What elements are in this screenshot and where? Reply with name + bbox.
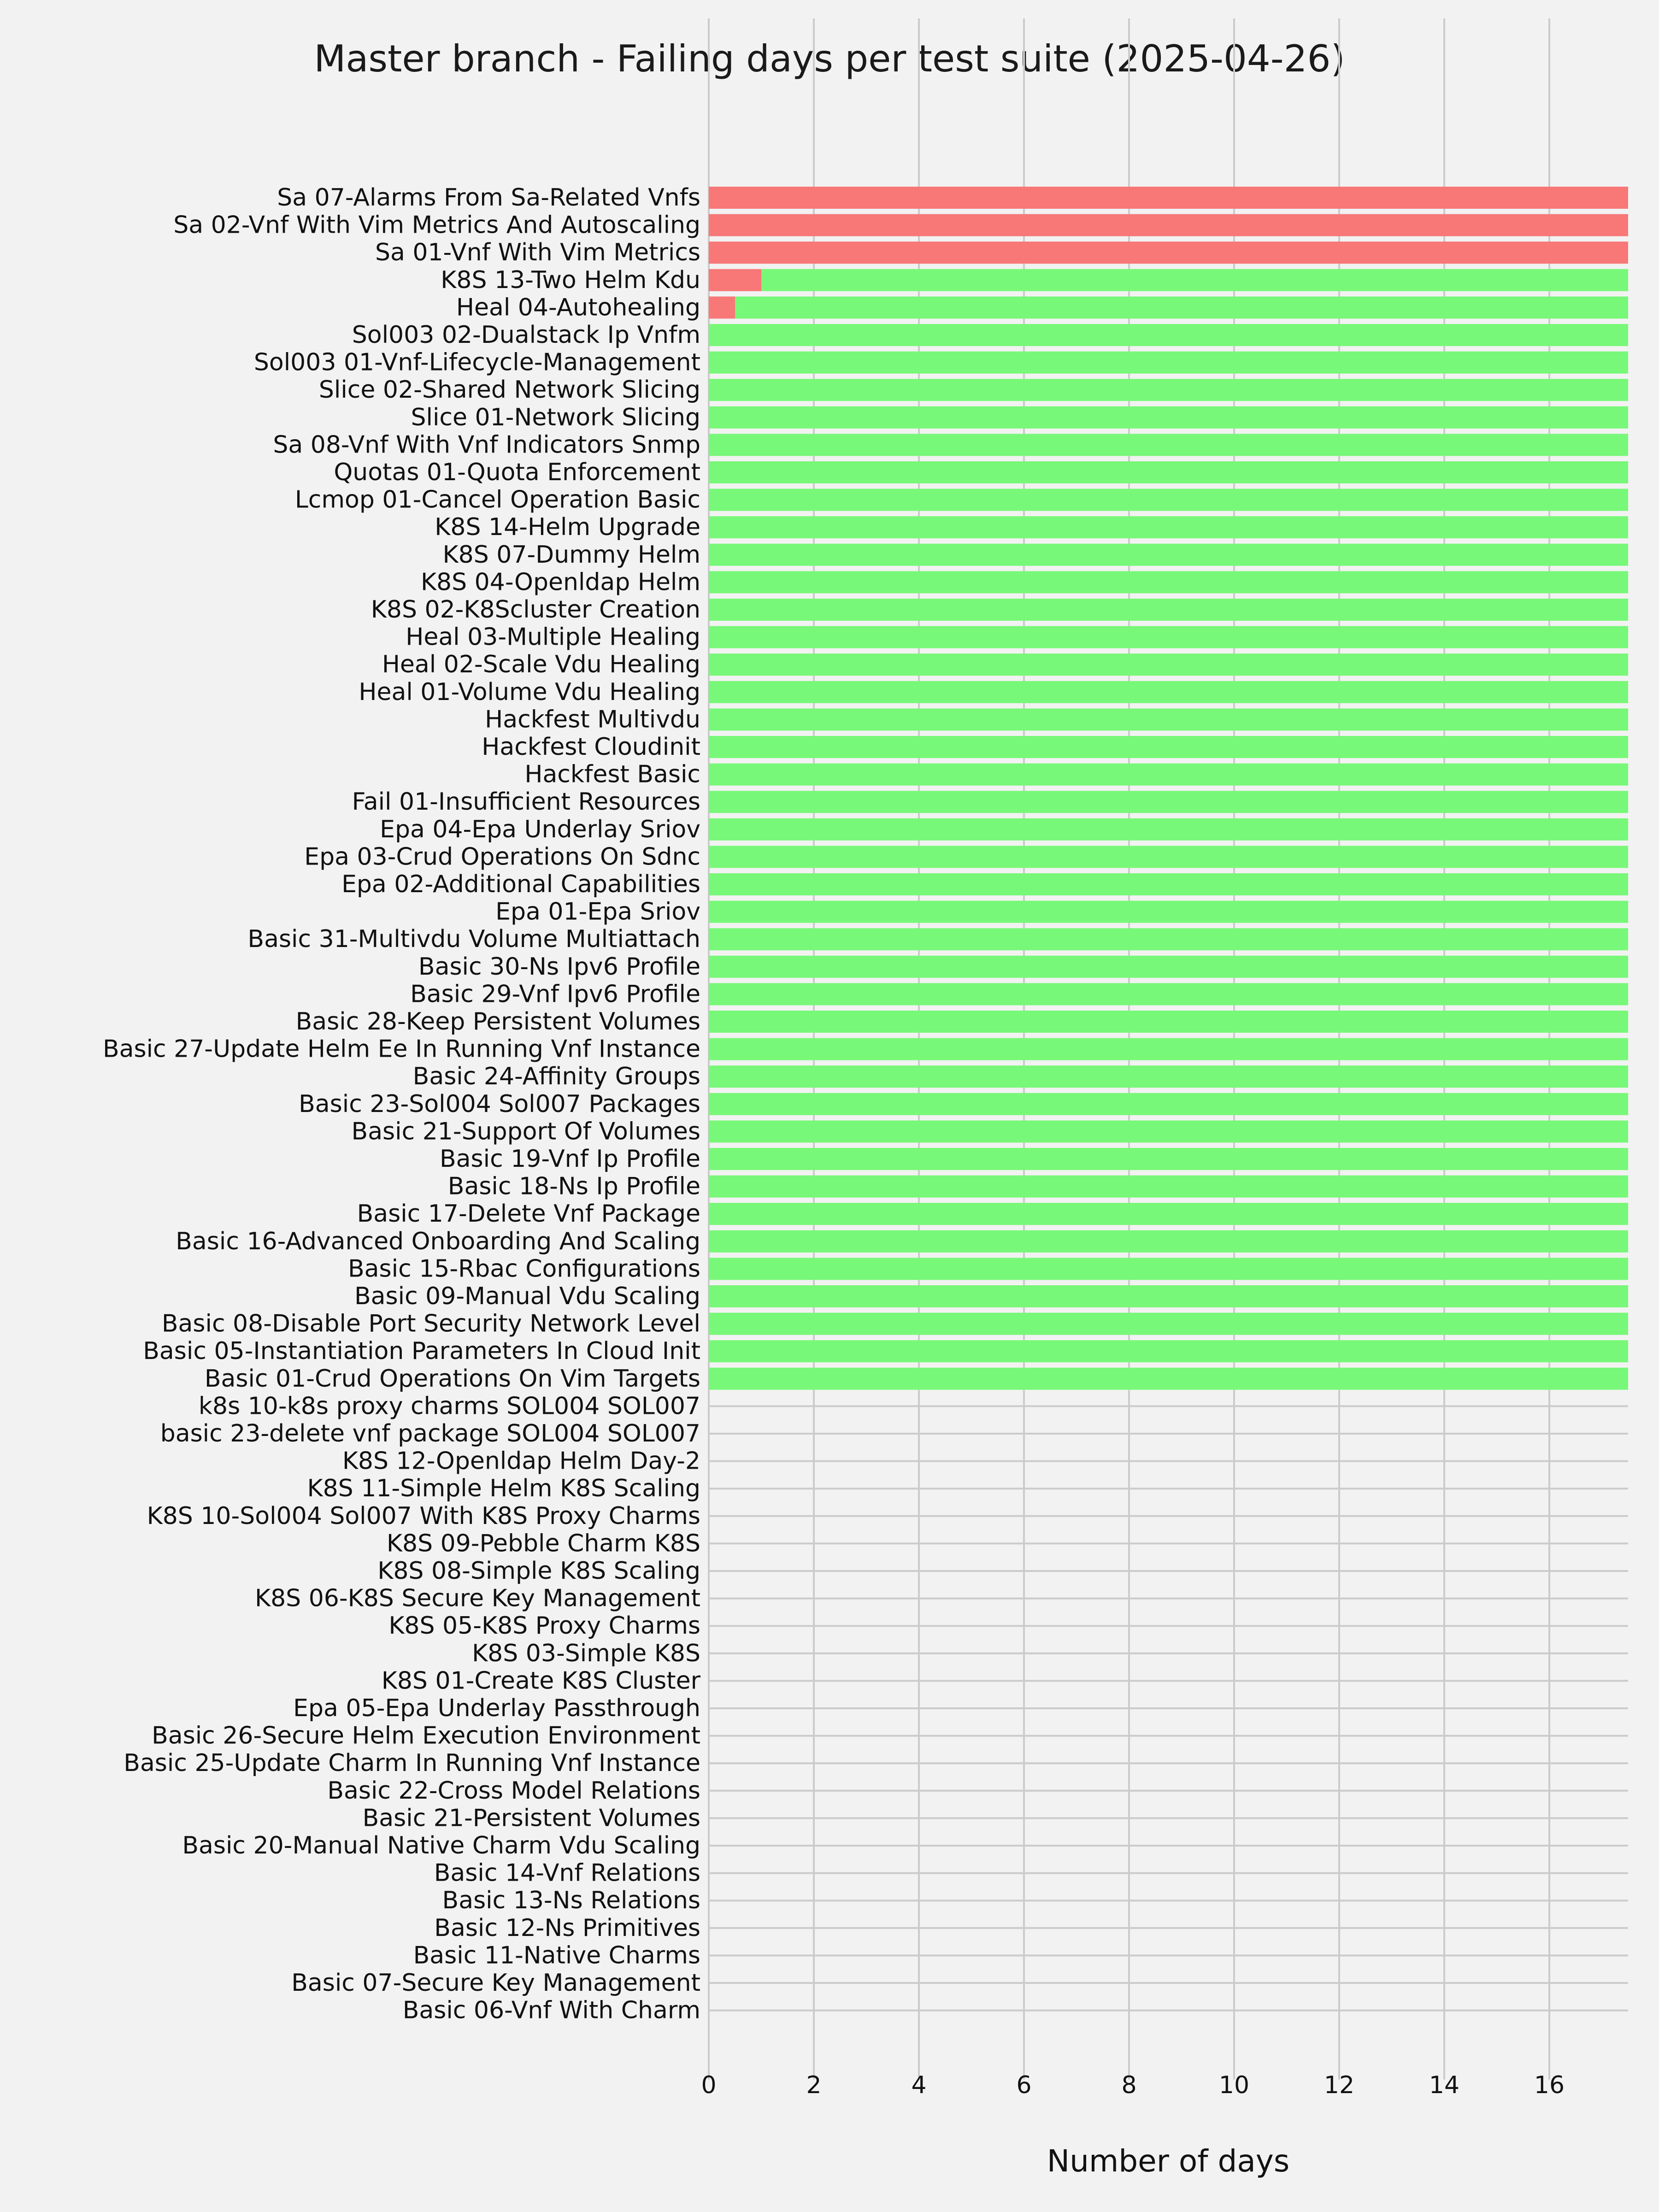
y-tick-label-44: k8s 10-k8s proxy charms SOL004 SOL007 (198, 1392, 700, 1420)
bar-passing-31 (709, 1038, 1628, 1060)
y-tick-label-19: Hackfest Multivdu (485, 706, 700, 734)
bar-passing-7 (709, 379, 1628, 401)
y-tick-label-37: Basic 17-Delete Vnf Package (357, 1200, 700, 1228)
x-tick-label-8: 16 (1534, 2071, 1565, 2099)
bar-passing-39 (709, 1258, 1628, 1280)
y-tick-label-49: K8S 09-Pebble Charm K8S (386, 1530, 700, 1558)
bar-passing-25 (709, 873, 1628, 895)
y-tick-label-34: Basic 21-Support Of Volumes (351, 1118, 700, 1146)
x-tick-label-6: 12 (1324, 2071, 1355, 2099)
y-tick-label-39: Basic 15-Rbac Configurations (348, 1255, 700, 1283)
y-tick-label-41: Basic 08-Disable Port Security Network Level (161, 1310, 700, 1338)
y-tick-label-5: Sol003 02-Dualstack Ip Vnfm (352, 321, 700, 349)
y-tick-label-50: K8S 08-Simple K8S Scaling (377, 1557, 700, 1585)
y-tick-label-8: Slice 01-Network Slicing (411, 403, 700, 431)
bar-passing-24 (709, 846, 1628, 868)
bar-passing-37 (709, 1203, 1628, 1225)
bar-passing-10 (709, 461, 1628, 483)
bar-passing-27 (709, 928, 1628, 950)
bar-passing-6 (709, 352, 1628, 374)
bar-passing-18 (709, 681, 1628, 703)
y-tick-label-7: Slice 02-Shared Network Slicing (318, 376, 700, 404)
y-tick-label-10: Quotas 01-Quota Enforcement (334, 459, 700, 486)
y-tick-label-21: Hackfest Basic (524, 760, 700, 788)
bar-passing-38 (709, 1230, 1628, 1253)
x-tick-label-5: 10 (1218, 2071, 1250, 2099)
bar-passing-32 (709, 1065, 1628, 1088)
y-tick-label-26: Epa 01-Epa Sriov (495, 898, 700, 926)
y-tick-label-40: Basic 09-Manual Vdu Scaling (354, 1282, 700, 1310)
bar-passing-42 (709, 1340, 1628, 1362)
y-tick-label-22: Fail 01-Insufficient Resources (352, 788, 700, 816)
y-tick-label-54: K8S 01-Create K8S Cluster (381, 1667, 700, 1695)
bar-passing-30 (709, 1011, 1628, 1033)
bar-passing-3 (761, 269, 1628, 291)
y-tick-label-58: Basic 22-Cross Model Relations (327, 1777, 700, 1805)
bar-passing-43 (709, 1368, 1628, 1390)
y-tick-label-20: Hackfest Cloudinit (482, 733, 700, 761)
bar-passing-19 (709, 708, 1628, 730)
bar-passing-35 (709, 1148, 1628, 1170)
bar-passing-33 (709, 1093, 1628, 1115)
y-tick-label-29: Basic 29-Vnf Ipv6 Profile (410, 980, 700, 1008)
y-tick-label-11: Lcmop 01-Cancel Operation Basic (294, 486, 700, 514)
y-tick-label-23: Epa 04-Epa Underlay Sriov (380, 815, 700, 843)
y-tick-label-64: Basic 11-Native Charms (413, 1941, 700, 1970)
y-tick-label-25: Epa 02-Additional Capabilities (341, 871, 700, 898)
bar-passing-40 (709, 1285, 1628, 1307)
bar-passing-41 (709, 1313, 1628, 1335)
bar-passing-20 (709, 736, 1628, 758)
x-axis-label: Number of days (1047, 2143, 1290, 2179)
bar-passing-21 (709, 764, 1628, 786)
y-tick-label-27: Basic 31-Multivdu Volume Multiattach (247, 925, 700, 953)
y-tick-label-3: K8S 13-Two Helm Kdu (441, 266, 700, 294)
bar-passing-4 (735, 296, 1628, 318)
y-tick-label-13: K8S 07-Dummy Helm (442, 541, 700, 569)
bar-failing-0 (709, 187, 1628, 209)
y-tick-label-30: Basic 28-Keep Persistent Volumes (295, 1008, 700, 1035)
x-tick-label-7: 14 (1429, 2071, 1460, 2099)
y-tick-label-2: Sa 01-Vnf With Vim Metrics (375, 239, 700, 267)
y-tick-label-59: Basic 21-Persistent Volumes (362, 1804, 700, 1832)
bar-passing-23 (709, 818, 1628, 841)
bar-passing-34 (709, 1120, 1628, 1142)
bar-passing-15 (709, 599, 1628, 621)
y-tick-label-43: Basic 01-Crud Operations On Vim Targets (204, 1365, 700, 1393)
x-tick-label-3: 6 (1016, 2071, 1032, 2099)
bar-passing-17 (709, 653, 1628, 676)
bar-failing-3 (709, 269, 761, 291)
y-tick-label-16: Heal 03-Multiple Healing (406, 623, 700, 651)
y-tick-label-66: Basic 06-Vnf With Charm (402, 1996, 700, 2024)
y-tick-label-55: Epa 05-Epa Underlay Passthrough (293, 1694, 700, 1722)
y-tick-label-31: Basic 27-Update Helm Ee In Running Vnf Instance (102, 1035, 700, 1063)
bar-passing-5 (709, 324, 1628, 346)
y-tick-label-63: Basic 12-Ns Primitives (434, 1914, 700, 1942)
y-tick-label-56: Basic 26-Secure Helm Execution Environment (152, 1722, 700, 1750)
y-tick-label-1: Sa 02-Vnf With Vim Metrics And Autoscaling (173, 211, 700, 239)
y-tick-label-35: Basic 19-Vnf Ip Profile (439, 1145, 700, 1173)
y-tick-label-61: Basic 14-Vnf Relations (434, 1859, 700, 1887)
y-tick-label-48: K8S 10-Sol004 Sol007 With K8S Proxy Charms (147, 1502, 700, 1530)
y-tick-label-65: Basic 07-Secure Key Management (291, 1969, 700, 1997)
y-tick-label-9: Sa 08-Vnf With Vnf Indicators Snmp (273, 431, 700, 459)
y-tick-label-51: K8S 06-K8S Secure Key Management (254, 1584, 700, 1612)
bar-failing-1 (709, 214, 1628, 236)
bar-passing-9 (709, 434, 1628, 456)
y-tick-label-6: Sol003 01-Vnf-Lifecycle-Management (253, 348, 700, 377)
y-tick-label-53: K8S 03-Simple K8S (472, 1639, 700, 1667)
bar-passing-14 (709, 571, 1628, 593)
bar-passing-12 (709, 516, 1628, 538)
y-tick-label-46: K8S 12-Openldap Helm Day-2 (342, 1447, 700, 1475)
y-tick-label-38: Basic 16-Advanced Onboarding And Scaling (176, 1227, 700, 1255)
x-tick-label-2: 4 (911, 2071, 927, 2099)
bar-passing-22 (709, 791, 1628, 813)
bar-passing-36 (709, 1176, 1628, 1198)
y-tick-label-24: Epa 03-Crud Operations On Sdnc (304, 843, 700, 871)
y-tick-label-17: Heal 02-Scale Vdu Healing (382, 651, 700, 679)
y-tick-label-52: K8S 05-K8S Proxy Charms (388, 1612, 700, 1640)
x-tick-label-1: 2 (806, 2071, 822, 2099)
y-tick-label-47: K8S 11-Simple Helm K8S Scaling (307, 1475, 700, 1503)
y-tick-label-33: Basic 23-Sol004 Sol007 Packages (299, 1090, 700, 1118)
y-tick-label-18: Heal 01-Volume Vdu Healing (359, 678, 700, 706)
y-tick-label-32: Basic 24-Affinity Groups (412, 1063, 700, 1091)
bar-failing-2 (709, 241, 1628, 264)
x-tick-label-4: 8 (1121, 2071, 1137, 2099)
bar-failing-4 (709, 296, 735, 318)
bar-passing-26 (709, 901, 1628, 923)
y-tick-label-15: K8S 02-K8Scluster Creation (371, 596, 700, 624)
chart-title: Master branch - Failing days per test suite (2025-04-26) (314, 37, 1345, 80)
y-tick-label-0: Sa 07-Alarms From Sa-Related Vnfs (277, 184, 700, 212)
bar-passing-28 (709, 956, 1628, 978)
y-tick-label-36: Basic 18-Ns Ip Profile (447, 1172, 700, 1200)
y-tick-label-45: basic 23-delete vnf package SOL004 SOL007 (160, 1420, 700, 1447)
bar-passing-13 (709, 544, 1628, 566)
y-tick-label-28: Basic 30-Ns Ipv6 Profile (418, 953, 700, 981)
y-tick-label-4: Heal 04-Autohealing (456, 294, 700, 322)
y-tick-label-57: Basic 25-Update Charm In Running Vnf Instance (124, 1749, 700, 1777)
x-tick-label-0: 0 (701, 2071, 717, 2099)
bar-passing-16 (709, 626, 1628, 648)
y-tick-label-60: Basic 20-Manual Native Charm Vdu Scaling (182, 1832, 700, 1859)
bar-passing-11 (709, 489, 1628, 511)
y-tick-label-14: K8S 04-Openldap Helm (420, 568, 700, 596)
bar-passing-29 (709, 983, 1628, 1005)
y-tick-label-62: Basic 13-Ns Relations (442, 1887, 700, 1915)
bar-passing-8 (709, 406, 1628, 429)
y-tick-label-42: Basic 05-Instantiation Parameters In Cloud Init (143, 1337, 700, 1365)
y-tick-label-12: K8S 14-Helm Upgrade (435, 513, 700, 541)
